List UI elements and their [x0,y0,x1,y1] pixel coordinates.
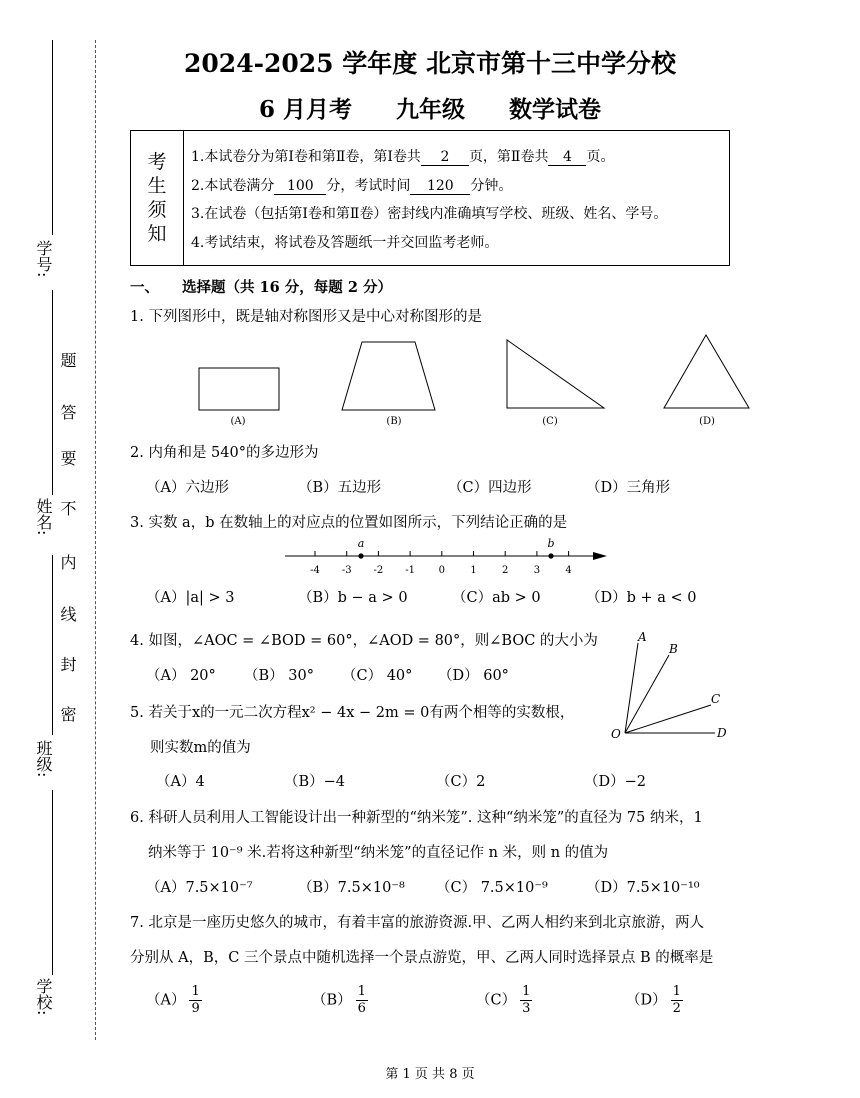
section-number: 一、 [130,279,159,296]
name-line [52,290,53,495]
q6-option-c: （C） 7.5×10⁻⁹ [436,880,548,896]
q3-option-c: （C）ab > 0 [452,590,541,606]
label-o: O [611,727,621,741]
q7-stem-2: 分别从 A，B，C 三个景点中随机选择一个景点游览，甲、乙两人同时选择景点 B 的概率是 [130,950,714,966]
point-a [358,553,363,558]
tick-label: 3 [533,565,541,576]
q2-option-a: （A）六边形 [146,480,229,496]
q6-option-b: （B）7.5×10⁻⁸ [298,880,405,896]
figure-label-b: (B) [386,416,402,427]
label-d: D [717,726,727,740]
tick-label: -3 [341,565,352,576]
exam-notice-box [130,130,730,266]
notice-items [191,143,667,257]
point-a-label: a [357,537,365,550]
fraction: $\frac{1}{3}$ [522,984,531,1016]
class-label: 班级: [34,740,53,778]
tick-label: 2 [502,565,509,576]
point-b [548,553,553,558]
tick-label: 0 [438,565,445,576]
class-line [52,555,53,735]
page-footer: 第 1 页 共 8 页 [385,1067,475,1082]
q7-option-b: （B） $\frac{1}{6}$ [312,984,366,1016]
page-title: 2024-2025 学年度 北京市第十三中学分校 [184,49,676,78]
school-line [52,790,53,975]
q5-stem-2: 则实数m的值为 [150,740,251,756]
q3-option-a: （A）|a| > 3 [146,590,235,606]
q6-option-d: （D）7.5×10⁻¹⁰ [586,880,700,896]
school-label: 学校: [34,978,53,1016]
seal-char: 密 [58,706,77,722]
tick-label: 4 [565,565,572,576]
q6-stem-2: 纳米等于 10⁻⁹ 米.若将这种新型“纳米笼”的直径记作 n 米，则 n 的值为 [148,845,609,861]
notice-line-4: 4.考试结束，将试卷及答题纸一并交回监考老师。 [191,234,499,251]
exam-subject: 数学试卷 [509,96,602,123]
q4-option-c: （C） 40° [342,668,413,684]
figure-label-c: (C) [542,416,558,427]
exam-grade: 九年级 [396,96,465,123]
exam-month: 6 月月考 [258,96,352,123]
label-a: A [638,630,647,644]
trapezoid-figure [342,342,435,410]
seal-char: 封 [58,656,77,672]
figure-label-a: (A) [230,416,246,427]
fraction: $\frac{1}{6}$ [357,984,366,1016]
q4-option-b: （B） 30° [244,668,314,684]
tick-label: -1 [405,565,415,576]
fraction: $\frac{1}{9}$ [191,984,200,1016]
q2-option-c: （C）四边形 [448,480,532,496]
q5-option-c: （C）2 [436,774,486,790]
q6-option-a: （A）7.5×10⁻⁷ [146,880,253,896]
q2-option-b: （B）五边形 [298,480,382,496]
tick-label: 1 [470,565,477,576]
q4-option-d: （D） 60° [438,668,509,684]
q4-option-a: （A） 20° [146,668,216,684]
section-title: 选择题（共 16 分，每题 2 分） [182,279,392,296]
label-c: C [711,692,721,706]
notice-line-3: 3.在试卷（包括第Ⅰ卷和第Ⅱ卷）密封线内准确填写学校、班级、姓名、学号。 [191,206,668,222]
q5-option-b: （B）−4 [284,774,346,790]
name-label: 姓名: [34,498,53,536]
isosceles-triangle-figure [664,335,749,408]
fraction: $\frac{1}{2}$ [672,984,681,1016]
seal-char: 线 [58,606,77,622]
seal-char: 题 [58,352,77,368]
number-line-ticks [310,551,572,576]
notice-line-2: 2.本试卷满分 100 分，考试时间 120 分钟。 [191,177,513,194]
q4-stem: 4. 如图，∠AOC = ∠BOD = 60°，∠AOD = 80°，则∠BOC 的大小为 [130,633,598,649]
q5-option-d: （D）−2 [584,774,647,790]
q4-angle-figure [605,625,740,750]
q3-option-d: （D）b + a < 0 [586,590,697,606]
number-line [275,535,615,580]
q3-option-b: （B）b − a > 0 [298,590,408,606]
q7-option-c: （C） $\frac{1}{3}$ [476,984,531,1016]
q7-option-a: （A） $\frac{1}{9}$ [146,984,200,1016]
q1-figures [180,330,770,430]
tick-label: -4 [310,565,320,576]
ray-oa [625,643,638,733]
q2-option-d: （D）三角形 [586,480,671,496]
seal-char: 不 [58,500,77,516]
point-b-label: b [547,537,555,550]
right-triangle-figure [507,340,604,408]
label-b: B [669,642,678,656]
q7-option-d: （D） $\frac{1}{2}$ [626,984,681,1016]
seal-char: 要 [58,450,77,466]
figure-label-d: (D) [699,416,715,427]
tick-label: -2 [373,565,384,576]
notice-line-1: 1.本试卷分为第Ⅰ卷和第Ⅱ卷，第Ⅰ卷共 2 页，第Ⅱ卷共 4 页。 [191,149,615,165]
q1-stem: 1. 下列图形中，既是轴对称图形又是中心对称图形的是 [130,309,482,325]
notice-label: 考 生 须 知 [131,131,184,265]
q3-stem: 3. 实数 a，b 在数轴上的对应点的位置如图所示，下列结论正确的是 [130,515,568,531]
page-subtitle [0,91,860,124]
seal-dashed-line [95,40,96,1040]
q2-stem: 2. 内角和是 540°的多边形为 [130,445,319,461]
seal-char: 内 [58,554,77,570]
q7-stem: 7. 北京是一座历史悠久的城市，有着丰富的旅游资源.甲、乙两人相约来到北京旅游，两人 [130,915,705,931]
seal-char: 答 [58,404,77,420]
number-line-arrow [593,552,607,560]
student-id-label: 学号: [34,240,53,278]
q5-option-a: （A）4 [156,774,205,790]
q5-stem: 5. 若关于x的一元二次方程x² − 4x − 2m = 0有两个相等的实数根， [130,705,575,721]
rectangle-figure [199,368,279,410]
q6-stem: 6. 科研人员利用人工智能设计出一种新型的“纳米笼”. 这种“纳米笼”的直径为 75 纳米，1 [130,810,703,826]
